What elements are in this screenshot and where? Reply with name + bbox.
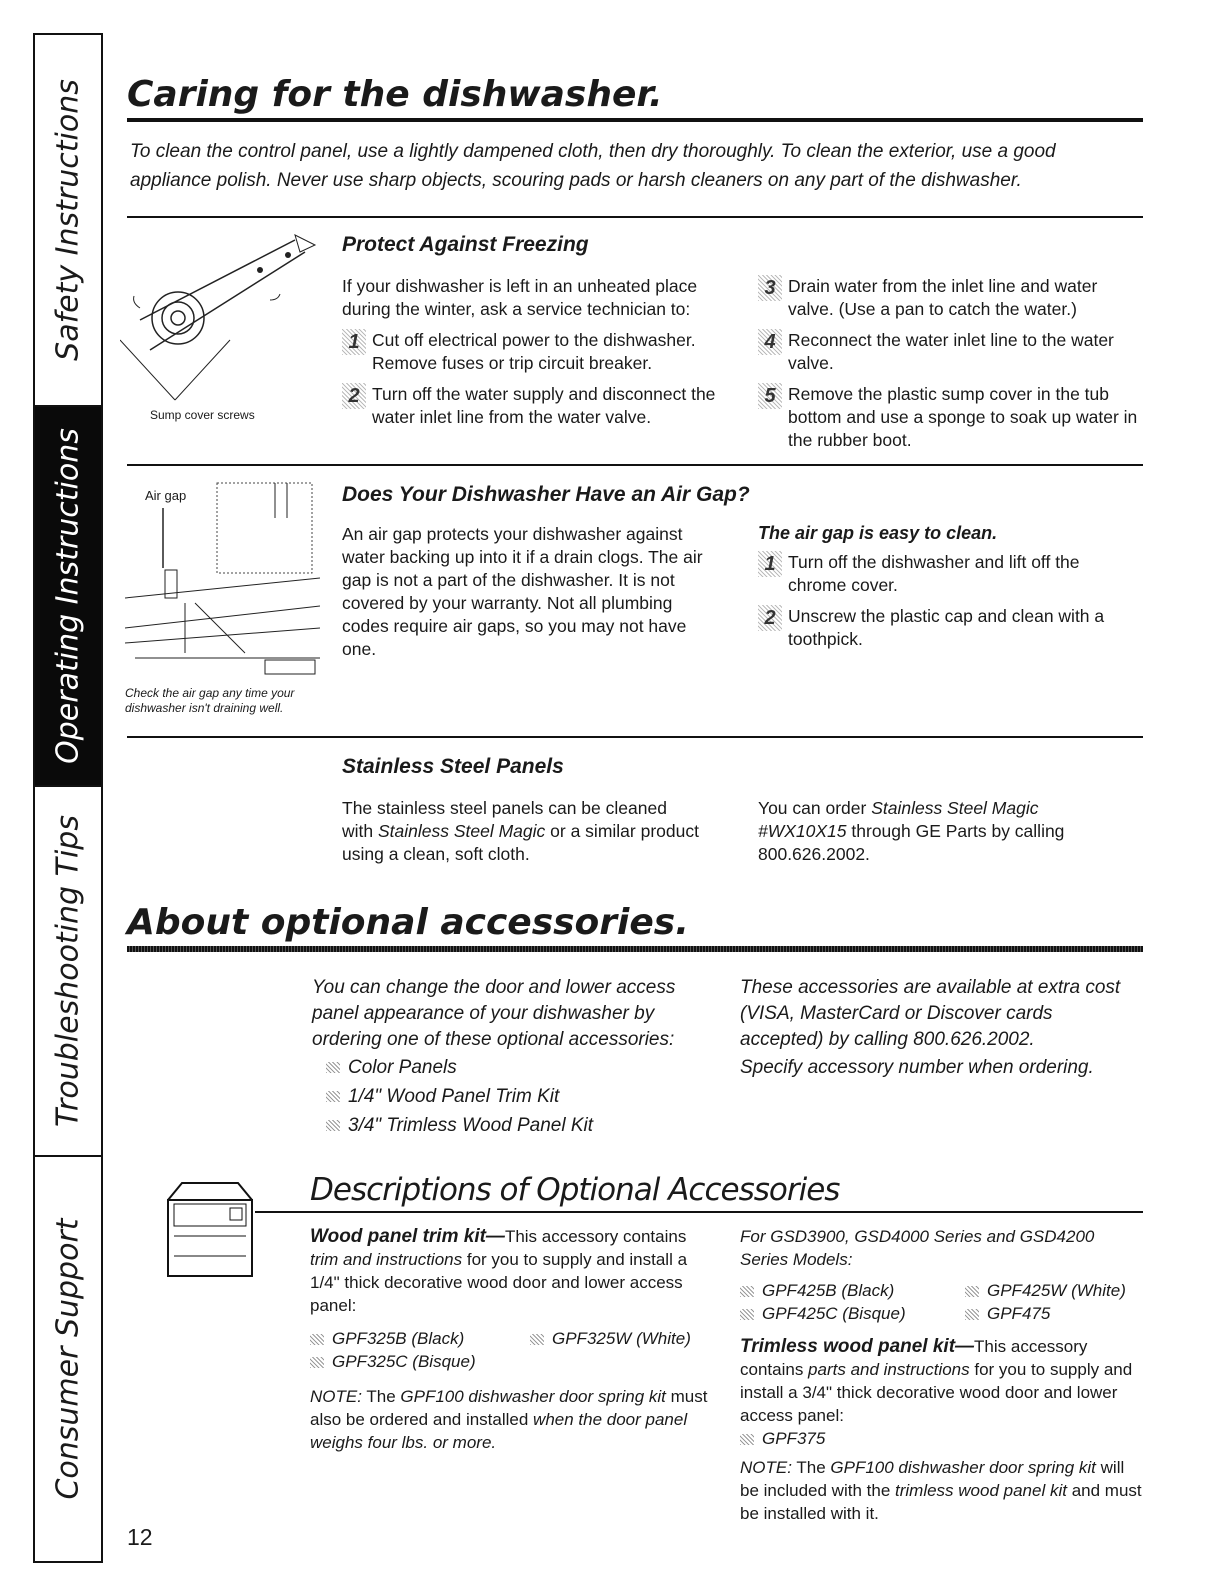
accessories-cost-text: These accessories are available at extra cost (VISA, MasterCard or Discover cards accepted) by calling 800.626.2002. bbox=[740, 977, 1121, 1050]
stainless-heading: Stainless Steel Panels bbox=[342, 755, 564, 778]
section-divider bbox=[127, 464, 1143, 466]
part-item bbox=[965, 1279, 1126, 1302]
text-run: GPF100 dishwasher door spring kit bbox=[400, 1387, 666, 1406]
text-run: parts and instructions bbox=[808, 1360, 970, 1379]
text-run: and must be installed with it. bbox=[740, 1481, 1142, 1523]
bullet-icon bbox=[326, 1120, 340, 1131]
text-run: through GE Parts by calling 800.626.2002. bbox=[758, 821, 1065, 864]
accessories-rule bbox=[127, 946, 1143, 952]
descriptions-heading: Descriptions of Optional Accessories bbox=[310, 1172, 840, 1208]
step-number: 2 bbox=[758, 605, 782, 631]
step-number: 1 bbox=[342, 329, 366, 355]
sump-cover-caption: Sump cover screws bbox=[150, 408, 255, 422]
tab-label: Operating Instructions bbox=[50, 428, 86, 764]
accessories-right-column bbox=[740, 975, 1140, 1081]
freezing-step-1 bbox=[342, 329, 737, 375]
descriptions-rule bbox=[255, 1211, 1143, 1213]
text-run: This accessory contains bbox=[504, 1227, 687, 1246]
text-run: or a similar product using a clean, soft cloth. bbox=[342, 821, 699, 864]
stainless-left-text bbox=[342, 797, 702, 866]
trim-kit-note bbox=[310, 1385, 710, 1454]
text-run: The stainless steel panels can be cleaned with bbox=[342, 798, 667, 841]
air-gap-illustration bbox=[125, 478, 320, 683]
step-number: 1 bbox=[758, 551, 782, 577]
section-divider bbox=[127, 736, 1143, 738]
freezing-step-2 bbox=[342, 383, 737, 429]
text-run: The bbox=[791, 1458, 831, 1477]
accessory-label: 1/4" Wood Panel Trim Kit bbox=[348, 1086, 560, 1107]
note-label: NOTE: bbox=[740, 1458, 792, 1477]
accessories-title: About optional accessories. bbox=[127, 902, 689, 943]
part-number: GPF325W (White) bbox=[552, 1329, 691, 1348]
accessories-specify-text: Specify accessory number when ordering. bbox=[740, 1057, 1094, 1078]
side-tab-strip bbox=[33, 33, 103, 1563]
stainless-right-text bbox=[758, 797, 1118, 866]
accessory-item bbox=[312, 1055, 712, 1081]
air-gap-body: An air gap protects your dishwasher against water backing up into it if a drain clogs. The air gap is not a part of the dishwasher. It is not covered by your warranty. Not all plumbing codes require air gaps, so you may not have one. bbox=[342, 524, 703, 659]
step-number: 4 bbox=[758, 329, 782, 355]
step-text: Turn off the dishwasher and lift off the chrome cover. bbox=[788, 552, 1080, 595]
caring-intro: To clean the control panel, use a lightly dampened cloth, then dry thoroughly. To clean the exterior, use a good appliance polish. Never use sharp objects, scouring pads or harsh cleaners on any part of the dishwasher. bbox=[130, 141, 1056, 191]
freezing-step-3 bbox=[758, 275, 1138, 321]
accessories-left-column bbox=[312, 975, 712, 1139]
bullet-icon bbox=[740, 1434, 754, 1445]
part-number: GPF375 bbox=[762, 1429, 826, 1448]
step-number: 3 bbox=[758, 275, 782, 301]
text-run: trimless wood panel kit bbox=[895, 1481, 1067, 1500]
tab-label: Troubleshooting Tips bbox=[50, 815, 86, 1127]
step-text: Unscrew the plastic cap and clean with a toothpick. bbox=[788, 606, 1105, 649]
air-gap-step-2 bbox=[758, 605, 1138, 651]
part-item bbox=[530, 1327, 691, 1350]
trim-kit-description bbox=[310, 1225, 710, 1317]
trimless-kit-title: Trimless wood panel kit— bbox=[740, 1336, 975, 1357]
step-number: 5 bbox=[758, 383, 782, 409]
bullet-icon bbox=[740, 1309, 754, 1320]
freezing-heading: Protect Against Freezing bbox=[342, 233, 589, 256]
accessory-label: 3/4" Trimless Wood Panel Kit bbox=[348, 1115, 594, 1136]
bullet-icon bbox=[530, 1334, 544, 1345]
air-gap-step-1 bbox=[758, 551, 1138, 597]
accessories-intro: You can change the door and lower access panel appearance of your dishwasher by ordering one of these optional accessories: bbox=[312, 977, 676, 1050]
models-text: For GSD3900, GSD4000 Series and GSD4200 Series Models: bbox=[740, 1227, 1095, 1269]
bullet-icon bbox=[965, 1309, 979, 1320]
part-number: GPF425B (Black) bbox=[762, 1281, 895, 1300]
note-label: NOTE: bbox=[310, 1387, 362, 1406]
text-run: for you to supply and install a 3/4" thick decorative wood door and lower access panel: bbox=[740, 1360, 1133, 1425]
bullet-icon bbox=[310, 1357, 324, 1368]
part-number: #WX10X15 bbox=[758, 821, 847, 841]
text-run: must also be ordered and installed bbox=[310, 1387, 708, 1429]
part-item bbox=[965, 1302, 1050, 1325]
part-item bbox=[740, 1302, 965, 1325]
text-run: You can order bbox=[758, 798, 872, 818]
bullet-icon bbox=[326, 1062, 340, 1073]
tab-label: Safety Instructions bbox=[50, 79, 86, 361]
part-number: GPF425C (Bisque) bbox=[762, 1304, 906, 1323]
air-gap-caption: Check the air gap any time your dishwasher isn't draining well. bbox=[125, 686, 295, 715]
part-number: GPF325B (Black) bbox=[332, 1329, 465, 1348]
trim-parts-row bbox=[310, 1327, 710, 1350]
part-item bbox=[740, 1279, 965, 1302]
tab-operating-instructions[interactable] bbox=[35, 407, 101, 787]
trimless-kit-description bbox=[740, 1335, 1145, 1427]
air-gap-label: Air gap bbox=[145, 488, 187, 503]
trimless-kit-column bbox=[740, 1225, 1145, 1525]
trimless-kit-note bbox=[740, 1456, 1145, 1525]
part-number: GPF475 bbox=[987, 1304, 1051, 1323]
bullet-icon bbox=[965, 1286, 979, 1297]
step-text: Remove the plastic sump cover in the tub bottom and use a sponge to soak up water in the rubber boot. bbox=[788, 384, 1138, 450]
product-name: Stainless Steel Magic bbox=[377, 821, 546, 841]
freezing-column-left bbox=[342, 275, 737, 429]
freezing-step-5 bbox=[758, 383, 1138, 452]
tab-safety-instructions[interactable] bbox=[35, 35, 101, 407]
text-run: trim and instructions bbox=[310, 1250, 463, 1269]
part-item bbox=[740, 1427, 1145, 1450]
accessory-item bbox=[312, 1113, 712, 1139]
product-name: Stainless Steel Magic bbox=[871, 798, 1039, 818]
page-number: 12 bbox=[127, 1524, 153, 1550]
air-gap-clean-column bbox=[758, 522, 1138, 651]
air-gap-heading: Does Your Dishwasher Have an Air Gap? bbox=[342, 483, 750, 506]
step-text: Reconnect the water inlet line to the water valve. bbox=[788, 330, 1114, 373]
bullet-icon bbox=[326, 1091, 340, 1102]
freezing-column-right bbox=[758, 275, 1138, 452]
text-run: This accessory contains bbox=[740, 1337, 1088, 1379]
section-divider bbox=[127, 216, 1143, 218]
trim-kit-column bbox=[310, 1225, 710, 1454]
step-text: Turn off the water supply and disconnect the water inlet line from the water valve. bbox=[372, 384, 716, 427]
text-run: when the door panel weighs four lbs. or more. bbox=[310, 1410, 688, 1452]
part-number: GPF425W (White) bbox=[987, 1281, 1126, 1300]
title-rule bbox=[127, 118, 1143, 122]
model-parts-row bbox=[740, 1302, 1145, 1325]
text-run: will be included with the bbox=[740, 1458, 1125, 1500]
freezing-step-4 bbox=[758, 329, 1138, 375]
bullet-icon bbox=[310, 1334, 324, 1345]
sump-cover-illustration bbox=[120, 230, 320, 410]
accessory-label: Color Panels bbox=[348, 1057, 457, 1078]
model-parts-row bbox=[740, 1279, 1145, 1302]
dishwasher-icon bbox=[160, 1180, 260, 1280]
bullet-icon bbox=[740, 1286, 754, 1297]
trim-kit-title: Wood panel trim kit— bbox=[310, 1226, 505, 1247]
page-title: Caring for the dishwasher. bbox=[127, 74, 663, 115]
part-item bbox=[310, 1350, 710, 1373]
air-gap-clean-heading: The air gap is easy to clean. bbox=[758, 523, 998, 543]
tab-troubleshooting-tips[interactable] bbox=[35, 787, 101, 1157]
step-number: 2 bbox=[342, 383, 366, 409]
accessory-item bbox=[312, 1084, 712, 1110]
freezing-lead: If your dishwasher is left in an unheated place during the winter, ask a service technician to: bbox=[342, 276, 698, 319]
step-text: Drain water from the inlet line and water valve. (Use a pan to catch the water.) bbox=[788, 276, 1098, 319]
tab-label: Consumer Support bbox=[50, 1218, 86, 1500]
step-text: Cut off electrical power to the dishwasher. Remove fuses or trip circuit breaker. bbox=[372, 330, 696, 373]
text-run: The bbox=[361, 1387, 401, 1406]
tab-consumer-support[interactable] bbox=[35, 1157, 101, 1561]
text-run: for you to supply and install a 1/4" thick decorative wood door and lower access panel: bbox=[310, 1250, 688, 1315]
part-item bbox=[310, 1327, 530, 1350]
part-number: GPF325C (Bisque) bbox=[332, 1352, 476, 1371]
text-run: GPF100 dishwasher door spring kit bbox=[830, 1458, 1096, 1477]
